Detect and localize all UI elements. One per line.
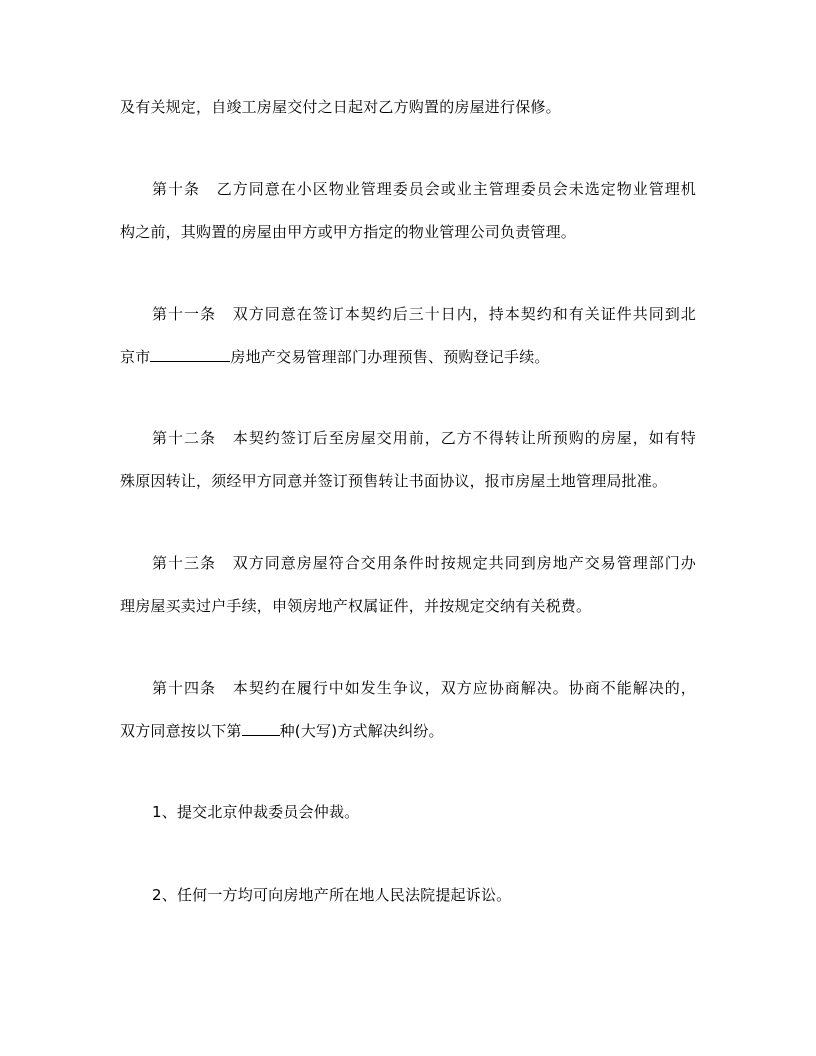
article-13-label: 第十三条 xyxy=(152,554,216,572)
article-14-line-1 xyxy=(152,678,696,698)
article-10-label: 第十条 xyxy=(152,180,200,198)
city-blank-field[interactable] xyxy=(150,346,230,362)
article-11-label: 第十一条 xyxy=(152,305,216,323)
article-12-line-1 xyxy=(152,428,696,448)
article-14-text: 本契约在履行中如发生争议，双方应协商解决。协商不能解决的， xyxy=(232,679,696,697)
article-14-text-post: 种(大写)方式解决纠纷。 xyxy=(279,722,444,740)
article-11-text-pre: 京市 xyxy=(120,348,151,366)
article-12-line-2: 殊原因转让，须经甲方同意并签订预售转让书面协议，报市房屋土地管理局批准。 xyxy=(120,472,668,490)
paragraph-line: 及有关规定，自竣工房屋交付之日起对乙方购置的房屋进行保修。 xyxy=(120,98,561,116)
article-10-text: 乙方同意在小区物业管理委员会或业主管理委员会未选定物业管理机 xyxy=(216,180,696,198)
article-13-line-2: 理房屋买卖过户手续，申领房地产权属证件，并按规定交纳有关税费。 xyxy=(120,597,592,615)
option-2: 2、任何一方均可向房地产所在地人民法院提起诉讼。 xyxy=(152,886,512,904)
article-11-text-post: 房地产交易管理部门办理预售、预购登记手续。 xyxy=(230,348,550,366)
article-11-text: 双方同意在签订本契约后三十日内，持本契约和有关证件共同到北 xyxy=(232,305,696,323)
article-10-line-1 xyxy=(152,179,696,199)
article-14-line-2 xyxy=(120,720,696,741)
article-11-line-1 xyxy=(152,304,696,324)
article-12-text: 本契约签订后至房屋交用前，乙方不得转让所预购的房屋，如有特 xyxy=(232,429,696,447)
article-10-line-2: 构之前，其购置的房屋由甲方或甲方指定的物业管理公司负责管理。 xyxy=(120,223,577,241)
article-14-text-pre: 双方同意按以下第 xyxy=(120,722,242,740)
article-13-text: 双方同意房屋符合交用条件时按规定共同到房地产交易管理部门办 xyxy=(232,554,696,572)
article-13-line-1 xyxy=(152,553,696,573)
article-14-label: 第十四条 xyxy=(152,679,216,697)
method-number-blank-field[interactable] xyxy=(242,720,280,736)
article-12-label: 第十二条 xyxy=(152,429,216,447)
article-11-line-2 xyxy=(120,346,696,367)
option-1: 1、提交北京仲裁委员会仲裁。 xyxy=(152,803,360,821)
